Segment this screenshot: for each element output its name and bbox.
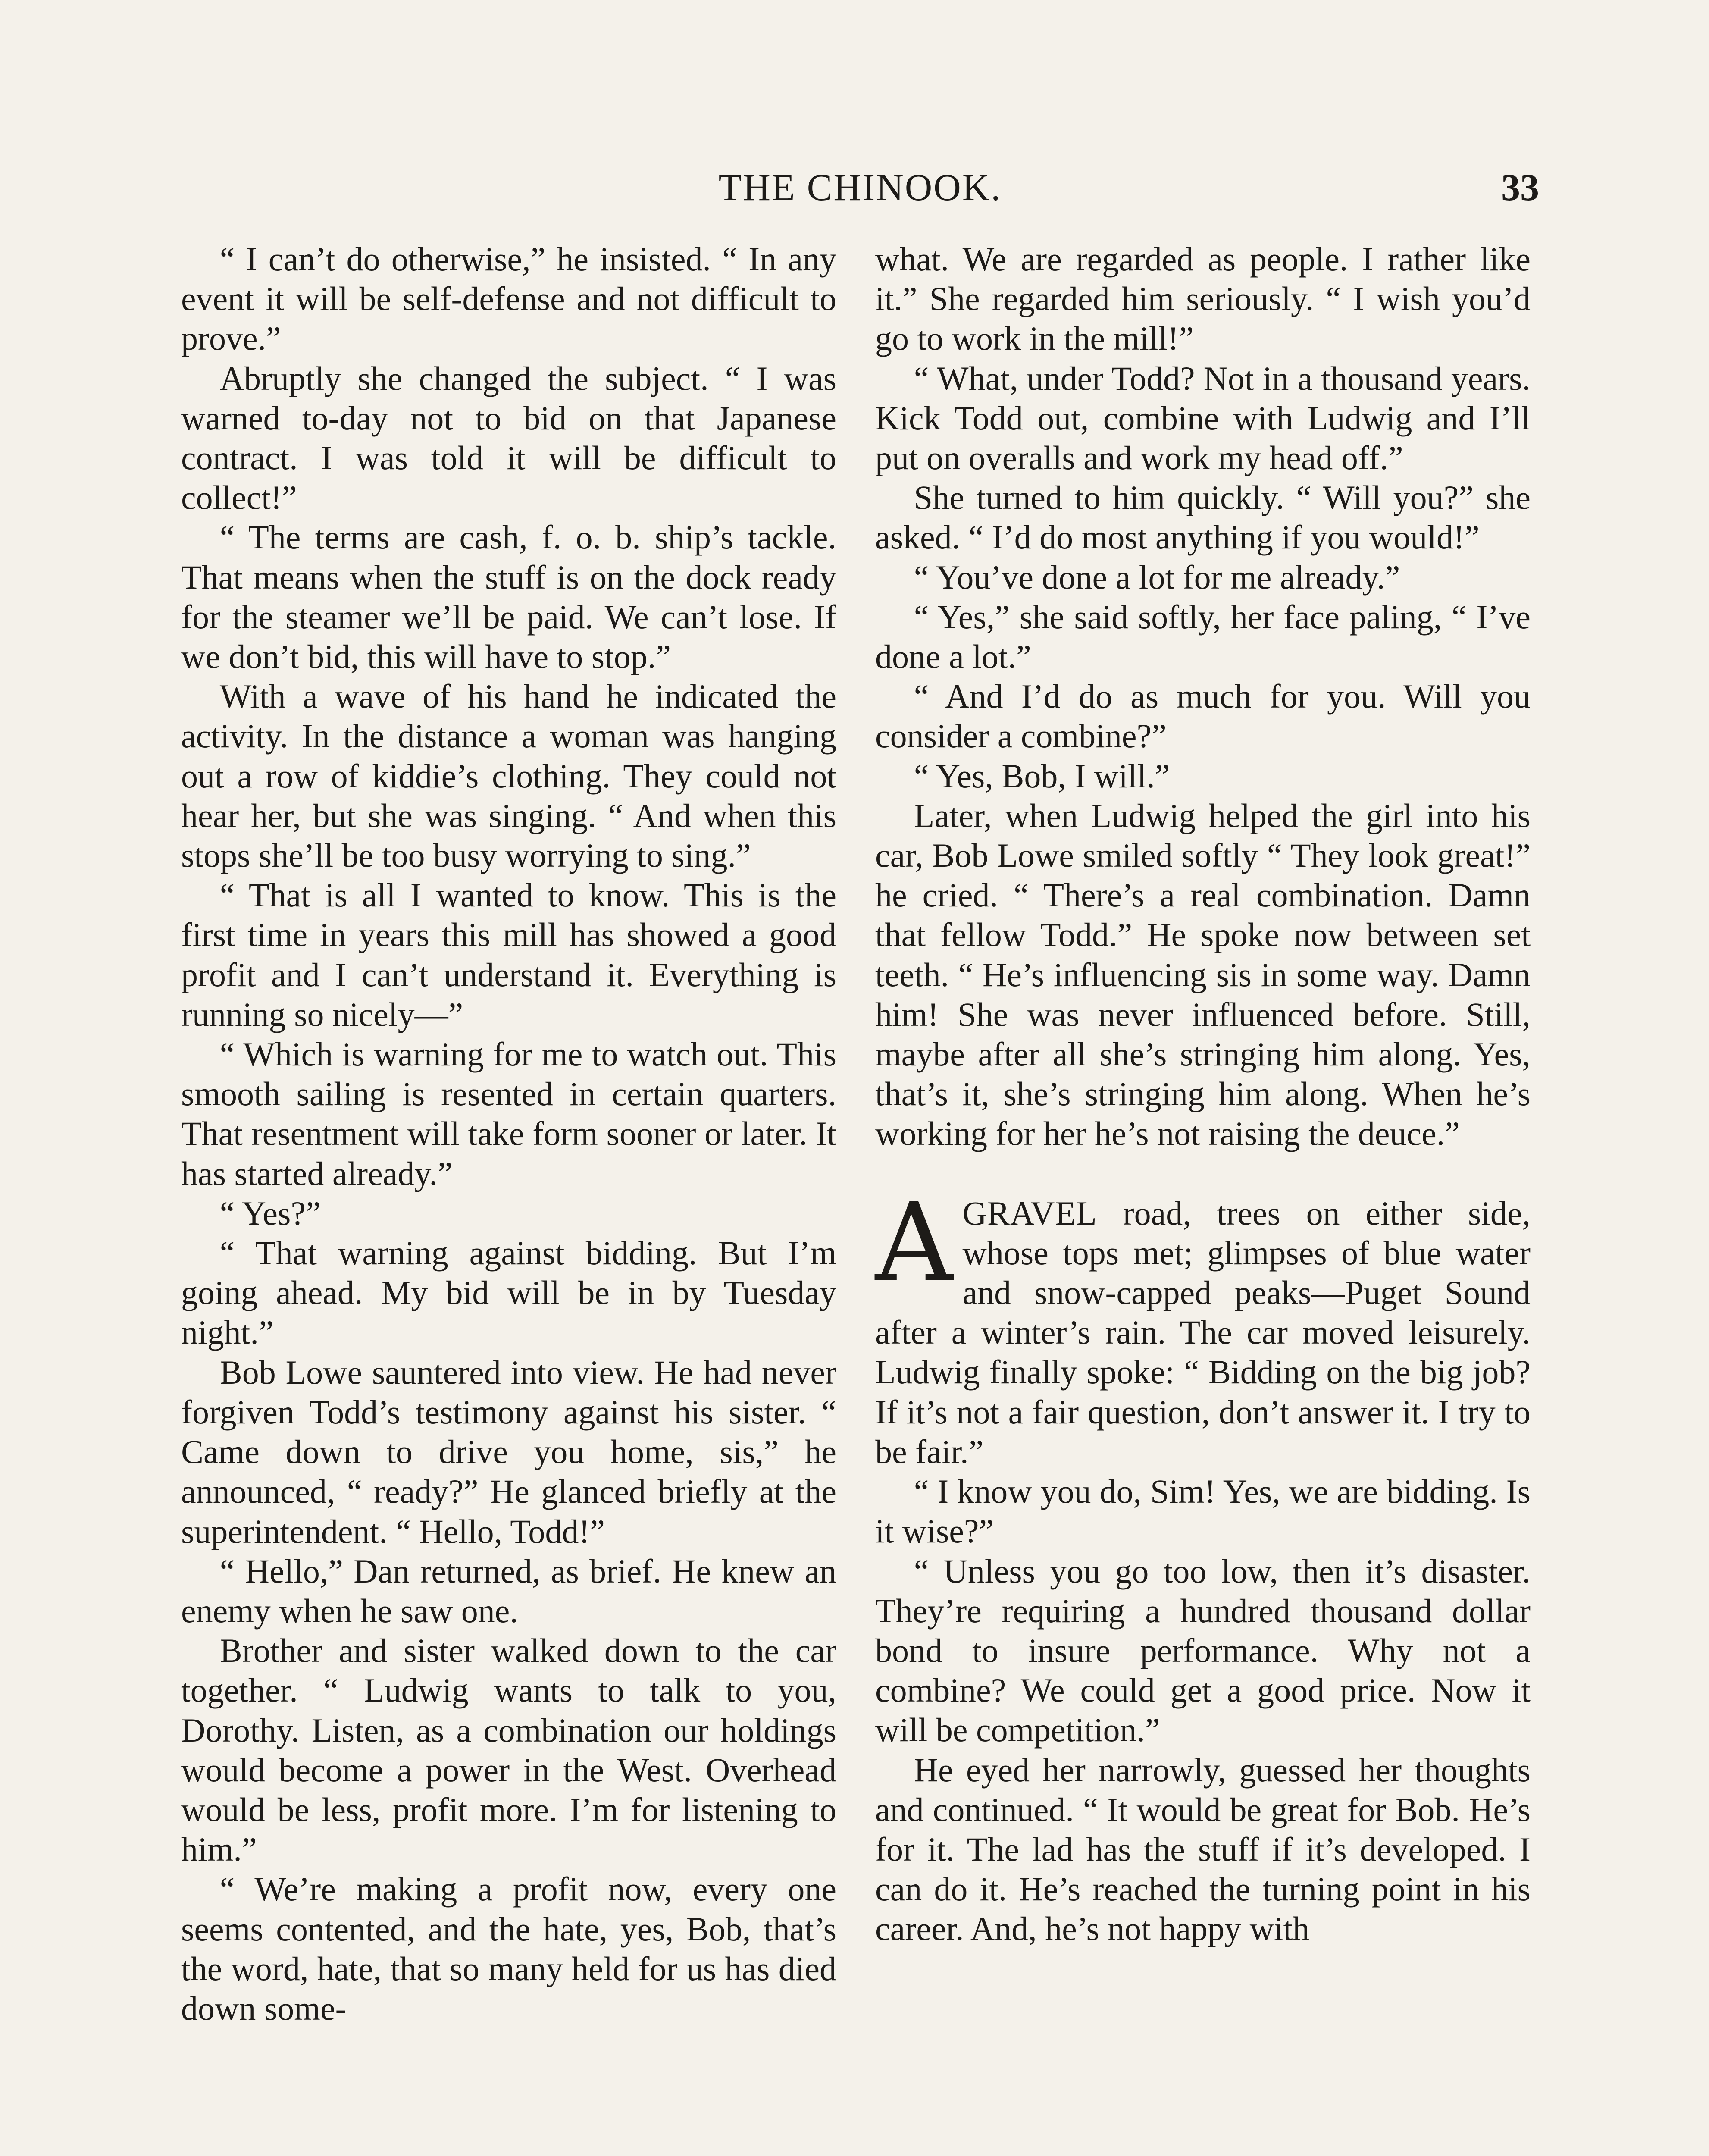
paragraph-continuation: what. We are regarded as people. I rather like it.” She regarded him seriously. “ I wish you’d go to work in the mill!” [875,240,1531,357]
paragraph: Bob Lowe sauntered into view. He had never forgiven Todd’s testimony against his sister. “ Came down to drive you home, sis,” he announced, “ ready?” He glanced briefly at the superintendent. “ Hello, Todd!” [181,1353,836,1550]
paragraph: Later, when Ludwig helped the girl into his car, Bob Lowe smiled softly “ They look great!” he cried. “ There’s a real combination. Damn that fellow Todd.” He spoke now between set teeth. “ He’s influencing sis in some way. Damn him! She was never influenced before. Still, maybe after all she’s stringing him along. Yes, that’s it, she’s stringing him along. When he’s working for her he’s not raising the deuce.” [875,796,1531,1153]
paragraph: “ Unless you go too low, then it’s disaster. They’re requiring a hundred thousand dollar bond to insure performance. Why not a combine? We could get a good price. Now it will be competition.” [875,1552,1531,1749]
lead-word: GRAVEL [962,1194,1097,1232]
paragraph: “ Which is warning for me to watch out. This smooth sailing is resented in certain quarters. That resentment will take form sooner or later. It has started already.” [181,1035,836,1192]
running-head [181,166,1539,218]
paragraph: With a wave of his hand he indicated the activity. In the distance a woman was hanging out a row of kiddie’s clothing. They could not hear her, but she was singing. “ And when this stops she’ll be too busy worrying to sing.” [181,677,836,874]
left-column [181,239,836,2028]
section-opening-paragraph [875,1179,1531,1472]
paragraph: She turned to him quickly. “ Will you?” she asked. “ I’d do most anything if you would!” [875,479,1531,556]
section-break [875,1154,1531,1194]
paragraph: “ Yes, Bob, I will.” [914,757,1170,795]
paragraph: “ You’ve done a lot for me already.” [914,558,1400,596]
running-title: THE CHINOOK. [718,167,1002,209]
paragraph: “ That is all I wanted to know. This is the first time in years this mill has showed a good profit and I can’t understand it. Everything is running so nicely—” [181,876,836,1033]
paragraph: “ I can’t do otherwise,” he insisted. “ In any event it will be self-defense and not difficult to prove.” [181,240,836,357]
paragraph: Brother and sister walked down to the car together. “ Ludwig wants to talk to you, Dorothy. Listen, as a combination our holdings would become a power in the West. Overhead would be less, profit more. I’m for listening to him.” [181,1632,836,1868]
paragraph: “ That warning against bidding. But I’m going ahead. My bid will be in by Tuesday night.” [181,1234,836,1351]
paragraph: Abruptly she changed the subject. “ I was warned to-day not to bid on that Japanese contract. I was told it will be difficult to collect!” [181,359,836,517]
paragraph: “ Yes,” she said softly, her face paling, “ I’ve done a lot.” [875,598,1531,676]
paragraph: “ And I’d do as much for you. Will you consider a combine?” [875,677,1531,755]
paragraph: He eyed her narrowly, guessed her thoughts and continued. “ It would be great for Bob. He’s for it. The lad has the stuff if it’s developed. I can do it. He’s reached the turning point in his career. And, he’s not happy with [875,1751,1531,1948]
opening-text: road, trees on either side, whose tops met; glimpses of blue water and snow-capped peaks—Puget Sound after a winter’s rain. The car moved leisurely. Ludwig finally spoke: “ Bidding on the big job? If it’s not a fair question, don’t answer it. I try to be fair.” [875,1194,1531,1470]
paragraph: “ The terms are cash, f. o. b. ship’s tackle. That means when the stuff is on the dock ready for the steamer we’ll be paid. We can’t lose. If we don’t bid, this will have to stop.” [181,518,836,676]
right-column [875,239,1531,1949]
paragraph: “ What, under Todd? Not in a thousand years. Kick Todd out, combine with Ludwig and I’ll put on overalls and work my head off.” [875,359,1531,477]
paragraph: “ Hello,” Dan returned, as brief. He knew an enemy when he saw one. [181,1552,836,1630]
paragraph: “ I know you do, Sim! Yes, we are bidding. Is it wise?” [875,1473,1531,1550]
paragraph: “ We’re making a profit now, every one seems contented, and the hate, yes, Bob, that’s the word, hate, that so many held for us has died down some- [181,1870,836,2027]
paragraph: “ Yes?” [219,1194,321,1232]
page-number: 33 [1501,167,1539,209]
drop-cap: A [875,1179,953,1305]
